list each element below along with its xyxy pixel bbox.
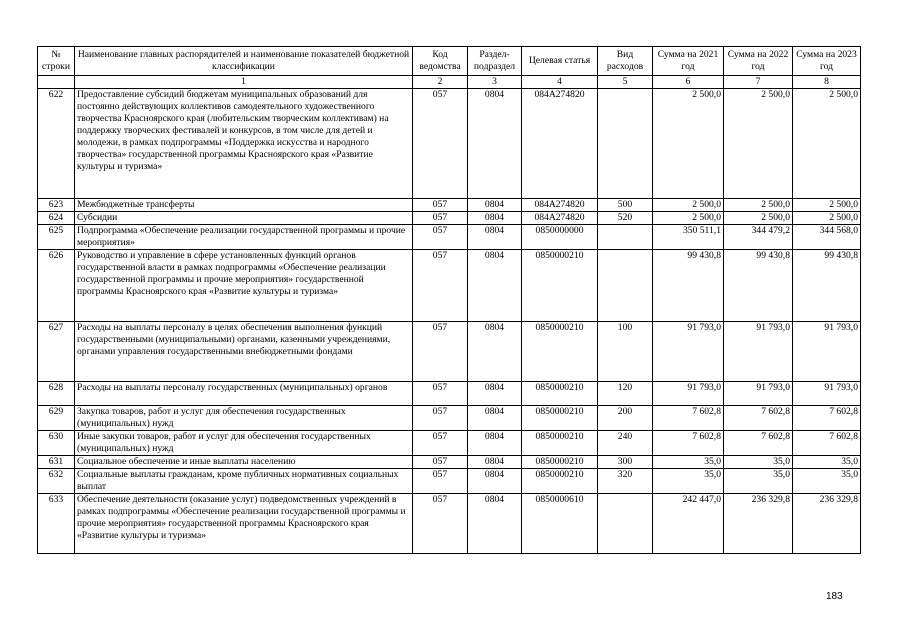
cell-sum-2022: 7 602,8 — [724, 406, 793, 431]
cell-target-article: 0850000610 — [522, 494, 598, 554]
cell-sum-2023: 2 500,0 — [793, 89, 861, 199]
table-row — [38, 250, 861, 322]
header-sum-2021: Сумма на 2021 год — [653, 47, 724, 76]
cell-sum-2021: 7 602,8 — [653, 406, 724, 431]
column-index: 6 — [653, 76, 724, 89]
cell-expense-type: 100 — [598, 322, 653, 382]
header-row — [38, 47, 861, 76]
cell-expense-type — [598, 250, 653, 322]
header-sum-2022: Сумма на 2022 год — [724, 47, 793, 76]
cell-sum-2022: 35,0 — [724, 469, 793, 494]
cell-name: Обеспечение деятельности (оказание услуг) подведомственных учреждений в рамках подпрограммы «Обеспечение реализации государственной программы и прочие мероприятия» государственной программы Красноярского края «Развитие культуры и туризма» — [75, 494, 413, 554]
cell-sum-2023: 344 568,0 — [793, 225, 861, 250]
cell-sum-2023: 99 430,8 — [793, 250, 861, 322]
cell-sum-2022: 91 793,0 — [724, 322, 793, 382]
cell-sum-2021: 242 447,0 — [653, 494, 724, 554]
cell-sum-2021: 2 500,0 — [653, 212, 724, 225]
cell-sum-2021: 91 793,0 — [653, 322, 724, 382]
cell-sum-2023: 7 602,8 — [793, 431, 861, 456]
cell-row-number: 631 — [38, 456, 75, 469]
table-row — [38, 382, 861, 406]
cell-sum-2023: 91 793,0 — [793, 322, 861, 382]
column-index: 3 — [468, 76, 522, 89]
column-index-row — [38, 76, 861, 89]
cell-sum-2022: 99 430,8 — [724, 250, 793, 322]
cell-dept-code: 057 — [413, 431, 468, 456]
cell-row-number: 626 — [38, 250, 75, 322]
cell-expense-type: 300 — [598, 456, 653, 469]
cell-sum-2023: 2 500,0 — [793, 212, 861, 225]
cell-target-article: 0850000210 — [522, 431, 598, 456]
cell-dept-code: 057 — [413, 212, 468, 225]
cell-dept-code: 057 — [413, 89, 468, 199]
cell-sum-2022: 2 500,0 — [724, 199, 793, 212]
cell-row-number: 624 — [38, 212, 75, 225]
cell-section: 0804 — [468, 382, 522, 406]
cell-dept-code: 057 — [413, 250, 468, 322]
cell-name: Иные закупки товаров, работ и услуг для обеспечения государственных (муниципальных) нужд — [75, 431, 413, 456]
cell-target-article: 0850000210 — [522, 382, 598, 406]
table-row — [38, 322, 861, 382]
cell-sum-2021: 7 602,8 — [653, 431, 724, 456]
table-row — [38, 456, 861, 469]
cell-sum-2023: 35,0 — [793, 456, 861, 469]
cell-target-article: 0850000210 — [522, 250, 598, 322]
column-index: 8 — [793, 76, 861, 89]
cell-row-number: 630 — [38, 431, 75, 456]
column-index: 7 — [724, 76, 793, 89]
column-index — [38, 76, 75, 89]
cell-expense-type: 240 — [598, 431, 653, 456]
header-name: Наименование главных распорядителей и наименование показателей бюджетной классификации — [75, 47, 413, 76]
cell-sum-2022: 7 602,8 — [724, 431, 793, 456]
cell-sum-2021: 35,0 — [653, 469, 724, 494]
cell-expense-type: 120 — [598, 382, 653, 406]
cell-section: 0804 — [468, 456, 522, 469]
cell-name: Руководство и управление в сфере установленных функций органов государственной власти в рамках подпрограммы «Обеспечение реализации государственной программы и прочие мероприятия» государственной программы Красноярского края «Развитие культуры и туризма» — [75, 250, 413, 322]
table-row — [38, 494, 861, 554]
cell-name: Расходы на выплаты персоналу государственных (муниципальных) органов — [75, 382, 413, 406]
header-sum-2023: Сумма на 2023 год — [793, 47, 861, 76]
table-row — [38, 212, 861, 225]
table-row — [38, 225, 861, 250]
cell-section: 0804 — [468, 199, 522, 212]
table-row — [38, 89, 861, 199]
table-row — [38, 199, 861, 212]
cell-name: Расходы на выплаты персоналу в целях обеспечения выполнения функций государственными (муниципальными) органами, казенными учреждениями, органами управления государственными внебюджетными фондами — [75, 322, 413, 382]
cell-sum-2021: 350 511,1 — [653, 225, 724, 250]
cell-section: 0804 — [468, 212, 522, 225]
cell-name: Закупка товаров, работ и услуг для обеспечения государственных (муниципальных) нужд — [75, 406, 413, 431]
cell-sum-2022: 35,0 — [724, 456, 793, 469]
cell-expense-type — [598, 89, 653, 199]
cell-expense-type — [598, 225, 653, 250]
header-target-article: Целевая статья — [522, 47, 598, 76]
cell-sum-2021: 99 430,8 — [653, 250, 724, 322]
page-number: 183 — [826, 591, 843, 602]
cell-section: 0804 — [468, 89, 522, 199]
cell-row-number: 633 — [38, 494, 75, 554]
cell-section: 0804 — [468, 406, 522, 431]
cell-dept-code: 057 — [413, 322, 468, 382]
table-body — [38, 89, 861, 554]
cell-target-article: 084A274820 — [522, 89, 598, 199]
cell-dept-code: 057 — [413, 199, 468, 212]
cell-row-number: 623 — [38, 199, 75, 212]
cell-sum-2023: 35,0 — [793, 469, 861, 494]
cell-expense-type: 200 — [598, 406, 653, 431]
cell-dept-code: 057 — [413, 406, 468, 431]
table-row — [38, 431, 861, 456]
cell-row-number: 628 — [38, 382, 75, 406]
cell-section: 0804 — [468, 225, 522, 250]
cell-expense-type — [598, 494, 653, 554]
cell-name: Подпрограмма «Обеспечение реализации государственной программы и прочие мероприятия» — [75, 225, 413, 250]
cell-expense-type: 500 — [598, 199, 653, 212]
cell-target-article: 0850000210 — [522, 322, 598, 382]
cell-row-number: 622 — [38, 89, 75, 199]
cell-section: 0804 — [468, 431, 522, 456]
cell-row-number: 629 — [38, 406, 75, 431]
cell-sum-2023: 7 602,8 — [793, 406, 861, 431]
cell-sum-2022: 2 500,0 — [724, 212, 793, 225]
cell-dept-code: 057 — [413, 469, 468, 494]
column-index: 5 — [598, 76, 653, 89]
cell-target-article: 0850000210 — [522, 469, 598, 494]
cell-name: Социальные выплаты гражданам, кроме публичных нормативных социальных выплат — [75, 469, 413, 494]
cell-row-number: 625 — [38, 225, 75, 250]
cell-name: Социальное обеспечение и иные выплаты населению — [75, 456, 413, 469]
cell-expense-type: 320 — [598, 469, 653, 494]
cell-section: 0804 — [468, 469, 522, 494]
cell-sum-2021: 35,0 — [653, 456, 724, 469]
table-row — [38, 469, 861, 494]
cell-expense-type: 520 — [598, 212, 653, 225]
header-section: Раздел-подраздел — [468, 47, 522, 76]
cell-section: 0804 — [468, 494, 522, 554]
cell-sum-2023: 2 500,0 — [793, 199, 861, 212]
header-dept-code: Код ведомства — [413, 47, 468, 76]
cell-sum-2021: 2 500,0 — [653, 199, 724, 212]
column-index: 2 — [413, 76, 468, 89]
cell-dept-code: 057 — [413, 225, 468, 250]
cell-section: 0804 — [468, 250, 522, 322]
cell-sum-2021: 91 793,0 — [653, 382, 724, 406]
cell-sum-2021: 2 500,0 — [653, 89, 724, 199]
cell-sum-2022: 91 793,0 — [724, 382, 793, 406]
table-row — [38, 406, 861, 431]
cell-sum-2022: 2 500,0 — [724, 89, 793, 199]
cell-sum-2022: 344 479,2 — [724, 225, 793, 250]
header-row-number: № строки — [38, 47, 75, 76]
cell-dept-code: 057 — [413, 456, 468, 469]
cell-name: Межбюджетные трансферты — [75, 199, 413, 212]
column-index: 4 — [522, 76, 598, 89]
cell-dept-code: 057 — [413, 494, 468, 554]
cell-sum-2022: 236 329,8 — [724, 494, 793, 554]
column-index: 1 — [75, 76, 413, 89]
cell-target-article: 0850000210 — [522, 406, 598, 431]
budget-table — [37, 46, 861, 554]
cell-target-article: 0850000000 — [522, 225, 598, 250]
cell-row-number: 627 — [38, 322, 75, 382]
header-expense-type: Вид расходов — [598, 47, 653, 76]
cell-target-article: 084A274820 — [522, 199, 598, 212]
cell-sum-2023: 236 329,8 — [793, 494, 861, 554]
cell-sum-2023: 91 793,0 — [793, 382, 861, 406]
cell-target-article: 084A274820 — [522, 212, 598, 225]
cell-row-number: 632 — [38, 469, 75, 494]
cell-name: Субсидии — [75, 212, 413, 225]
cell-name: Предоставление субсидий бюджетам муниципальных образований для постоянно действующих коллективов самодеятельного художественного творчества Красноярского края (любительским творческим коллективам) на поддержку творческих фестивалей и конкурсов, в том числе для детей и молодежи, в рамках подпрограммы «Поддержка искусства и народного творчества» государственной программы Красноярского края «Развитие культуры и туризма» — [75, 89, 413, 199]
cell-target-article: 0850000210 — [522, 456, 598, 469]
cell-dept-code: 057 — [413, 382, 468, 406]
cell-section: 0804 — [468, 322, 522, 382]
